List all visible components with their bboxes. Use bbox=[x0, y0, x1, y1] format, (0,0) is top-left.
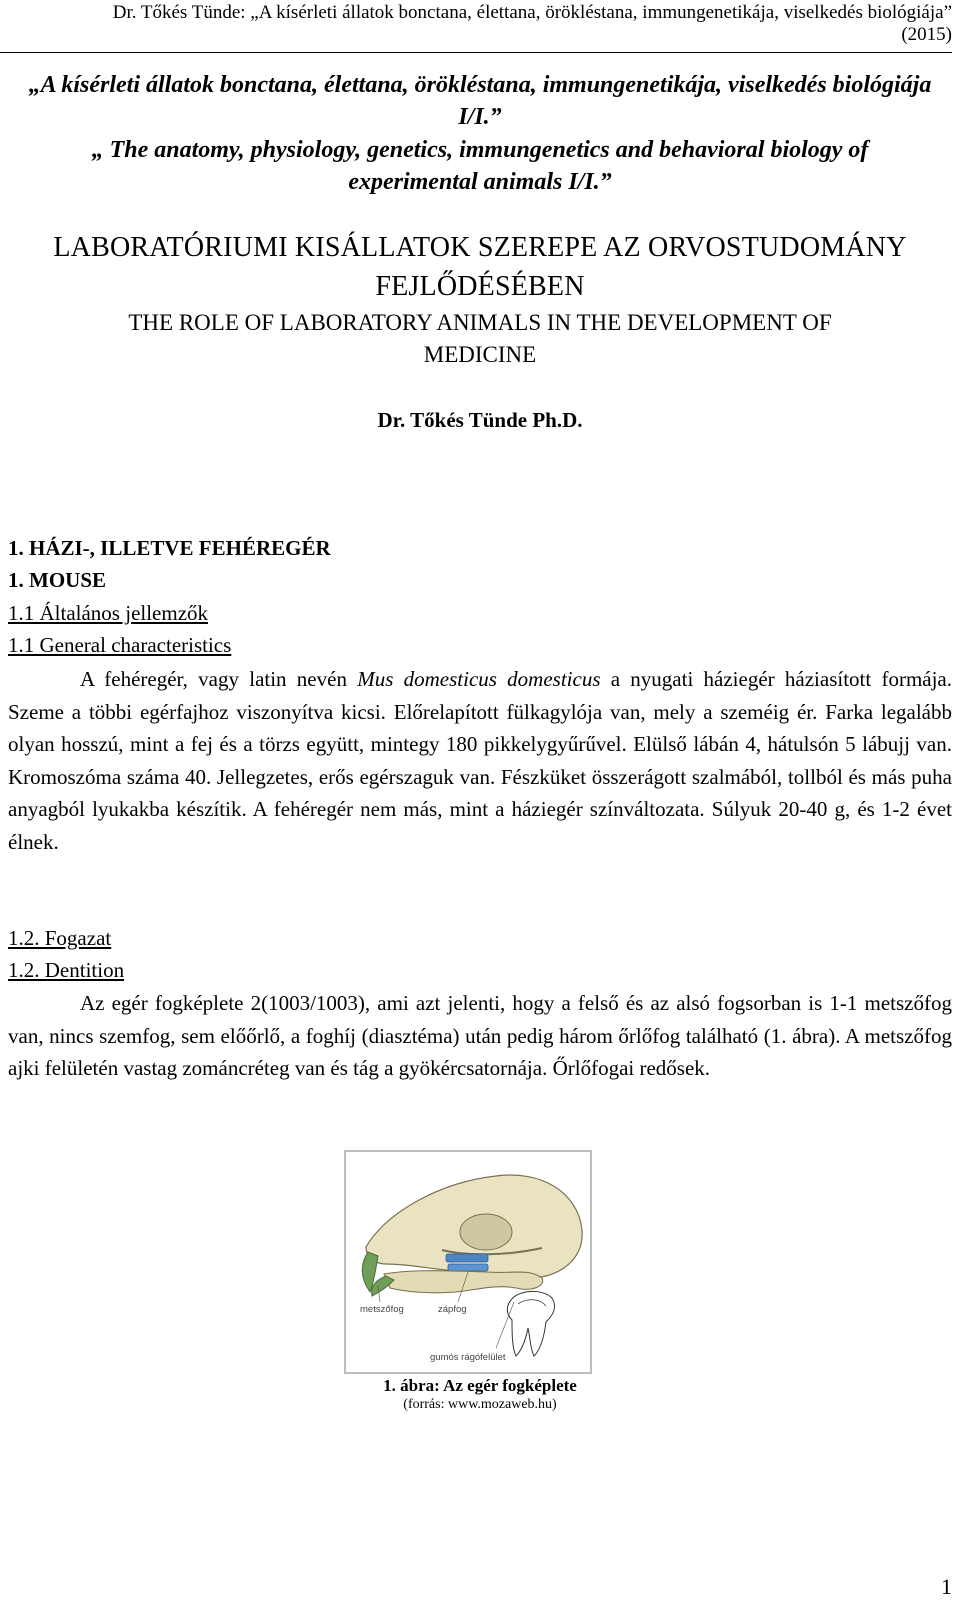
paragraph-dentition: Az egér fogképlete 2(1003/1003), ami azt jelenti, hogy a felső és az alsó fogsorban is 1-1 metszőfog van, nincs szemfog, sem előőrlő, a foghíj (diasztéma) után pedig három őrlőfog található (1. ábra). A metszőfog ajki felületén vastag zománcréteg van és tág a gyökércsatornája. Őrlőfogai redősek. bbox=[8, 991, 952, 1080]
mouse-skull-figure bbox=[344, 1150, 592, 1374]
page-number: 1 bbox=[941, 1574, 952, 1599]
chapter-title-hungarian-line-1: LABORATÓRIUMI KISÁLLATOK SZEREPE AZ ORVOSTUDOMÁNY bbox=[53, 232, 907, 263]
figure-caption: 1. ábra: Az egér fogképlete bbox=[383, 1376, 577, 1395]
author-name: Dr. Tőkés Tünde Ph.D. bbox=[377, 408, 583, 432]
latin-species-name: Mus domesticus domesticus bbox=[357, 667, 601, 691]
label-incisor: metszőfog bbox=[360, 1304, 404, 1315]
section-heading-hungarian: 1. HÁZI-, ILLETVE FEHÉREGÉR bbox=[8, 536, 331, 560]
subsection-1-1-english: 1.1 General characteristics bbox=[8, 633, 232, 657]
title-english-line-2: experimental animals I/I.” bbox=[348, 169, 612, 195]
upper-molars-shape bbox=[446, 1254, 488, 1262]
subsection-1-1-hungarian: 1.1 Általános jellemzők bbox=[8, 601, 209, 625]
skull-orbit-shape bbox=[460, 1214, 512, 1250]
title-hungarian-line-2: I/I.” bbox=[458, 104, 502, 130]
label-molar: zápfog bbox=[438, 1304, 467, 1315]
running-header-line-1: Dr. Tőkés Tünde: „A kísérleti állatok bonctana, élettana, örökléstana, immungenetikája, viselkedés biológiája” bbox=[112, 2, 952, 23]
paragraph-1-body: a nyugati háziegér háziasított formája. Szeme a többi egérfajhoz viszonyítva kicsi. Előrelapított fülkagylója van, mely a szeméig ér. Farka legalább olyan hosszú, mint a fej és a törzs együtt, mintegy 180 pikkelygyűrűvel. Elülső lábán 4, hátulsón 5 lábujj van. Kromoszóma száma 40. Jellegzetes, erős egérszaguk van. Fészküket összerágott szalmából, tollból és más puha anyagból lyukakba készítik. A fehéregér nem más, mint a háziegér színváltozata. Súlyuk 20-40 g, és 1-2 évet élnek. bbox=[8, 667, 952, 854]
mandible-shape bbox=[384, 1271, 543, 1293]
molar-tooth-detail-shape bbox=[507, 1291, 554, 1356]
section-heading-english: 1. MOUSE bbox=[8, 568, 107, 592]
mouse-skull-illustration bbox=[346, 1152, 590, 1372]
title-english-line-1: „ The anatomy, physiology, genetics, immungenetics and behavioral biology of bbox=[91, 137, 869, 163]
chapter-title-english-line-1: THE ROLE OF LABORATORY ANIMALS IN THE DEVELOPMENT OF bbox=[128, 310, 832, 335]
surface-pointer bbox=[496, 1302, 514, 1348]
running-header-line-2: (2015) bbox=[901, 24, 952, 45]
subsection-1-2-hungarian: 1.2. Fogazat bbox=[8, 926, 112, 950]
figure-source: (forrás: www.mozaweb.hu) bbox=[403, 1397, 557, 1412]
paragraph-general-characteristics bbox=[8, 663, 952, 858]
title-hungarian-line-1: „A kísérleti állatok bonctana, élettana, örökléstana, immungenetikája, viselkedés biológiája bbox=[28, 72, 932, 98]
lower-molars-shape bbox=[448, 1264, 488, 1271]
label-chewing-surface: gumós rágófelület bbox=[430, 1352, 506, 1363]
paragraph-1-intro: A fehéregér, vagy latin nevén bbox=[80, 667, 358, 691]
subsection-1-2-english: 1.2. Dentition bbox=[8, 958, 125, 982]
chapter-title-english-line-2: MEDICINE bbox=[423, 342, 537, 367]
running-header bbox=[0, 0, 952, 53]
chapter-title-hungarian-line-2: FEJLŐDÉSÉBEN bbox=[375, 271, 585, 302]
